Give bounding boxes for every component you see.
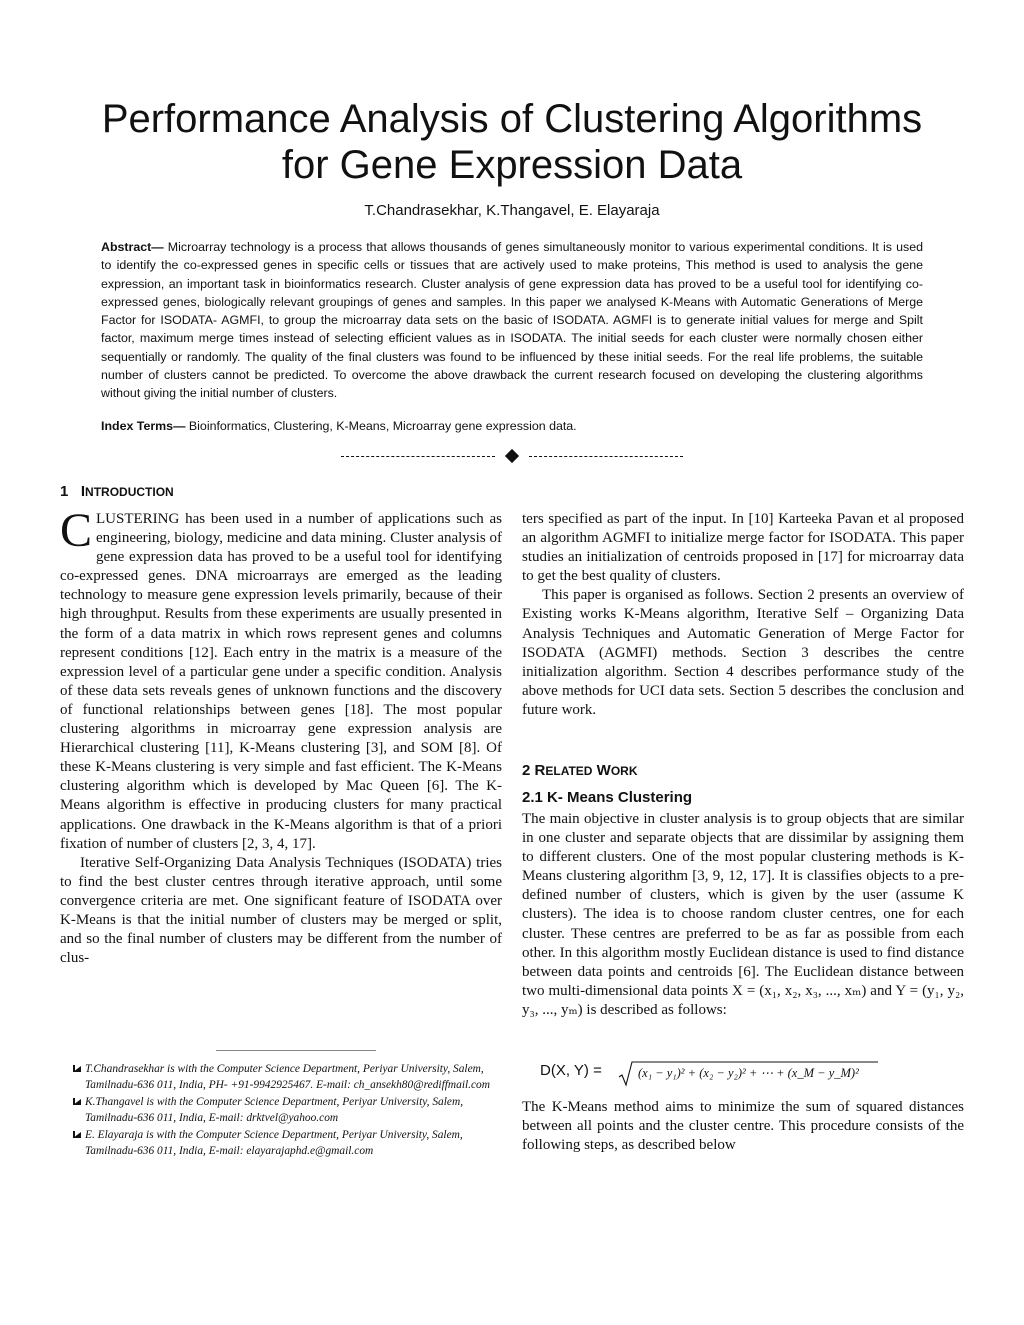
right-column-kmeans xyxy=(522,810,964,1020)
right-column-kmeans-2 xyxy=(522,1098,964,1155)
kmeans-paragraph-1: The main objective in cluster analysis is to group objects that are similar in one cluster and separate objects that are dissimilar by assigning them to different clusters. One of the most popular clustering methods is K-Means clustering algorithm [3, 9, 12, 17]. It is classifies objects to a pre-defined number of clusters, which is given by the user (assume K clusters). The idea is to choose random cluster centres, one for each cluster. These centres are preferred to be as far as possible from each other. In this algorithm mostly Euclidean distance is used to find distance between data points and centroids [6]. The Euclidean distance between two multi-dimensional data points X = (x₁, x₂, x₃, ..., xₘ) and Y = (y₁, y₂, y₃, ..., yₘ) is described as follows: xyxy=(522,811,964,1018)
abstract xyxy=(101,238,923,403)
footnote-1-text: T.Chandrasekhar is with the Computer Science Department, Periyar University, Salem, Tamilnadu-636 011, India, PH- +91-9942925467. E-mail: ch_ansekh80@rediffmail.com xyxy=(85,1063,490,1091)
intro-paragraph-1-text: LUSTERING has been used in a number of applications such as engineering, biology, medicine and data mining. Cluster analysis of gene expression data has proved to be a useful tool for identifying co-expressed genes. DNA microarrays are emerged as the leading technology to measure gene expression levels primarily, because of their high throughput. Results from these experiments are usually presented in the form of a data matrix in which rows represent genes and columns represent conditions [12]. Each entry in the matrix is a measure of the expression level of a particular gene under a specific condition. Analysis of these data sets reveals genes of unknown functions and the discovery of functional relationships between genes [18]. The most popular clustering algorithms in microarray gene expression analysis are Hierarchical clustering [11], K-Means clustering [3], and SOM [8]. Of these K-Means clustering is very simple and fast efficient. The K-Means clustering algorithm which is developed by Mac Queen [6]. The K-Means algorithm is effective in producing clusters for many practical applications. One drawback in the K-Means algorithm is that of a priori fixation of number of clusters [2, 3, 4, 17]. xyxy=(60,511,502,852)
formula-rhs: (x₁ − y₁)² + (x₂ − y₂)² + ⋯ + (x_M − y_M)² xyxy=(638,1066,859,1080)
footnote-3-text: E. Elayaraja is with the Computer Science Department, Periyar University, Salem, Tamilnadu-636 011, India, E-mail: elayarajaphd.e@gmail.com xyxy=(85,1129,463,1157)
divider-dash-left xyxy=(341,456,495,457)
section-2-number: 2 xyxy=(522,762,531,779)
intro-paragraph-2-continued: ters specified as part of the input. In [10] Karteeka Pavan et al proposed an algorithm AGMFI to initialize merge factor for ISODATA. This paper studies an initialization of centroids proposed in [17] for microarray data to get the best quality of clusters. xyxy=(522,511,964,585)
formula-lhs: D(X, Y) = xyxy=(540,1062,602,1079)
diamond-icon xyxy=(505,449,519,463)
index-terms-text: Bioinformatics, Clustering, K-Means, Microarray gene expression data. xyxy=(185,419,577,433)
footnotes xyxy=(72,1062,502,1162)
section-1-number: 1 xyxy=(60,483,69,500)
footnote-marker-icon xyxy=(72,1064,82,1073)
right-column-intro xyxy=(522,510,964,720)
index-terms xyxy=(101,417,923,435)
section-divider xyxy=(300,446,724,466)
footnote-item xyxy=(72,1128,502,1159)
left-column xyxy=(60,504,502,968)
index-terms-label: Index Terms— xyxy=(101,419,186,433)
section-2-title-rest-1: ELATED xyxy=(545,764,593,778)
section-2-title-initial-2: W xyxy=(596,762,611,779)
section-1-title-initial: I xyxy=(80,483,86,500)
section-1-title-rest: NTRODUCTION xyxy=(85,485,174,499)
paper-title-line-2: for Gene Expression Data xyxy=(281,143,743,187)
abstract-label: Abstract— xyxy=(101,240,164,254)
footnote-marker-icon xyxy=(72,1130,82,1139)
abstract-text: Microarray technology is a process that allows thousands of genes simultaneously monitor to various experimental conditions. It is used to identify the co-expressed genes in specific cells or tissues that are actively used to make proteins, This method is used to analysis the gene expression, an important task in bioinformatics research. Cluster analysis of gene expression data has proved to be a useful tool for identifying co-expressed genes, biologically relevant groupings of genes and samples. In this paper we analysed K-Means with Automatic Generations of Merge Factor for ISODATA- AGMFI, to group the microarray data sets on the basic of ISODATA. AGMFI is to generate initial values for merge and Spilt factor, maximum merge times instead of selecting efficient values as in ISODATA. The initial seeds for each cluster were normally chosen either sequentially or randomly. The quality of the final clusters was found to be influenced by these initial seeds. For the real life problems, the suitable number of clusters cannot be predicted. To overcome the above drawback the current research focused on developing the clustering algorithms without giving the initial number of clusters. xyxy=(101,240,923,401)
section-2-heading xyxy=(522,762,637,779)
footnote-item xyxy=(72,1095,502,1126)
footnote-2-text: K.Thangavel is with the Computer Science Department, Periyar University, Salem, Tamilnadu-636 011, India, E-mail: drktvel@yahoo.com xyxy=(85,1096,464,1124)
section-1-heading xyxy=(60,483,174,500)
intro-paragraph-2: Iterative Self-Organizing Data Analysis Techniques (ISODATA) tries to find the best cluster centres through iterative approach, until some convergence criteria are met. One significant feature of ISODATA over K-Means is that the initial number of clusters may be merged or split, and so the final number of clusters may be different from the number of clus- xyxy=(60,854,502,967)
drop-cap: C xyxy=(60,504,93,557)
section-2-title-initial-1: R xyxy=(534,762,546,779)
paper-title xyxy=(60,96,964,188)
footnote-rule xyxy=(216,1050,376,1051)
intro-paragraph-1 xyxy=(60,504,502,854)
euclidean-distance-formula xyxy=(540,1060,880,1090)
subsection-2-1-heading: 2.1 K- Means Clustering xyxy=(522,789,693,806)
intro-paragraph-3: This paper is organised as follows. Section 2 presents an overview of Existing works K-Means algorithm, Iterative Self – Organizing Data Analysis Techniques and Automatic Generation of Merge Factor for ISODATA (AGMFI) methods. Section 3 describes the centre initialization algorithm. Section 4 describes performance study of the above methods for UCI data sets. Section 5 describes the conclusion and future work. xyxy=(522,587,964,718)
footnote-marker-icon xyxy=(72,1097,82,1106)
paper-title-line-1: Performance Analysis of Clustering Algorithms xyxy=(101,97,923,141)
section-2-title-rest-2: ORK xyxy=(610,764,638,778)
divider-dash-right xyxy=(529,456,683,457)
author-list: T.Chandrasekhar, K.Thangavel, E. Elayaraja xyxy=(364,202,660,219)
kmeans-paragraph-2: The K-Means method aims to minimize the sum of squared distances between all points and the cluster centre. This procedure consists of the following steps, as described below xyxy=(522,1099,964,1154)
footnote-item xyxy=(72,1062,502,1093)
